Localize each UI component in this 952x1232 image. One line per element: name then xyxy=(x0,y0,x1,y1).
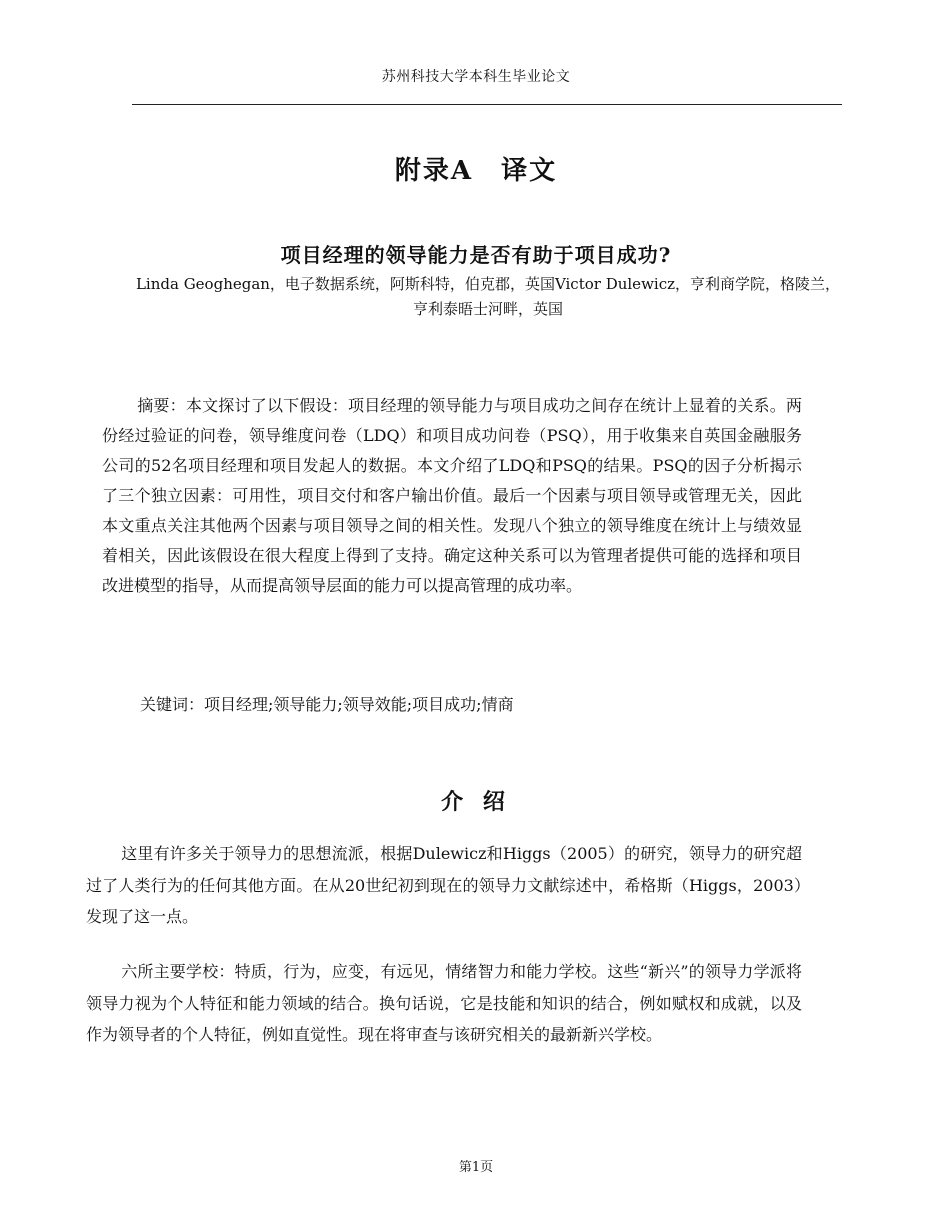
author-affiliations: Linda Geoghegan，电子数据系统，阿斯科特，伯克郡，英国Victor Dulewicz，亨利商学院，格陵兰，亨利泰晤士河畔，英国 xyxy=(135,275,841,318)
running-header: 苏州科技大学本科生毕业论文 xyxy=(381,69,571,85)
appendix-title: 附录A 译文 xyxy=(394,156,558,186)
section-title-introduction: 介 绍 xyxy=(441,789,511,815)
body-paragraph: 六所主要学校：特质，行为，应变，有远见，情绪智力和能力学校。这些“新兴”的领导力学派将领导力视为个人特征和能力领域的结合。换句话说，它是技能和知识的结合，例如赋权和成就，以及作为领导者的个人特征，例如直觉性。现在将审查与该研究相关的最新新兴学校。 xyxy=(86,962,802,1044)
abstract-paragraph: 摘要：本文探讨了以下假设：项目经理的领导能力与项目成功之间存在统计上显着的关系。两份经过验证的问卷，领导维度问卷（LDQ）和项目成功问卷（PSQ），用于收集来自英国金融服务公司的52名项目经理和项目发起人的数据。本文介绍了LDQ和PSQ的结果。PSQ的因子分析揭示了三个独立因素：可用性，项目交付和客户输出价值。最后一个因素与项目领导或管理无关，因此本文重点关注其他两个因素与项目领导之间的相关性。发现八个独立的领导维度在统计上与绩效显着相关，因此该假设在很大程度上得到了支持。确定这种关系可以为管理者提供可能的选择和项目改进模型的指导，从而提高领导层面的能力可以提高管理的成功率。 xyxy=(102,396,802,595)
header-divider xyxy=(132,104,842,105)
keywords-line: 关键词：项目经理;领导能力;领导效能;项目成功;情商 xyxy=(140,695,514,714)
body-paragraph: 这里有许多关于领导力的思想流派，根据Dulewicz和Higgs（2005）的研究，领导力的研究超过了人类行为的任何其他方面。在从20世纪初到现在的领导力文献综述中，希格斯（Higgs，2003）发现了这一点。 xyxy=(86,844,802,926)
paper-title: 项目经理的领导能力是否有助于项目成功? xyxy=(280,243,672,267)
page-number: 第1页 xyxy=(458,1160,494,1175)
